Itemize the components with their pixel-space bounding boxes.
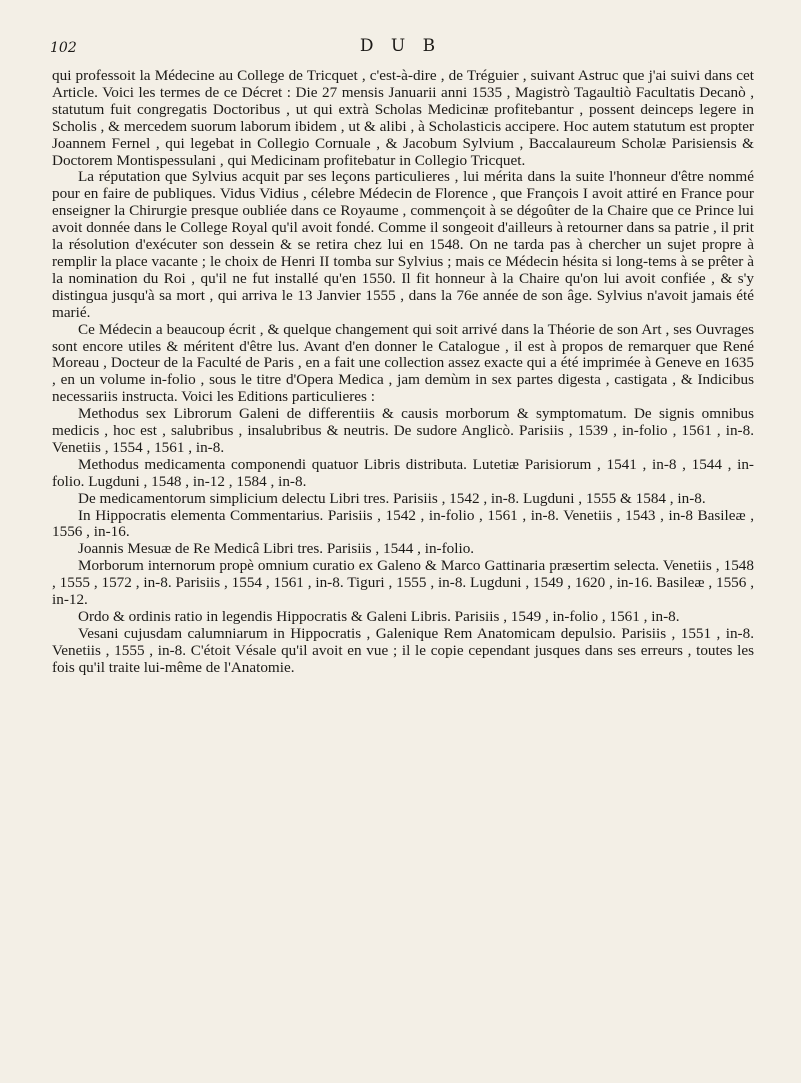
edition-entry: Ordo & ordinis ratio in legendis Hippocratis & Galeni Libris. Parisiis , 1549 , in-folio , 1561 , in-8.: [78, 608, 680, 625]
body-text: [52, 68, 754, 677]
edition-entry: De medicamentorum simplicium delectu Libri tres. Parisiis , 1542 , in-8. Lugduni , 1555 & 1584 , in-8.: [78, 489, 706, 507]
paragraph-writings: Ce Médecin a beaucoup écrit , & quelque changement qui soit arrivé dans la Théorie de son Art , ses Ouvrages sont encore utiles & méritent d'être lus. Avant d'en donner le Catalogue , il est à propos de remarquer que René Moreau , Docteur de la Faculté de Paris , en a fait une collection assez exacte qui a été imprimée à Geneve en 1635 , en un volume in-folio , sous le titre d'Opera Medica , jam demùm in sex partes digesta , castigata , & Indicibus necessariis instructa. Voici les Editions particulieres :: [52, 320, 754, 406]
paragraph-reputation: La réputation que Sylvius acquit par ses leçons particulieres , lui mérita dans la suite l'honneur d'être nommé pour en faire de publiques. Vidus Vidius , célebre Médecin de Florence , que François I avoit attiré en France pour enseigner la Chirurgie presque oubliée dans ce Royaume , commençoit à se dégoûter de la Chaire que ce Prince lui avoit donnée dans le College Royal qu'il avoit fondé. Comme il songeoit d'ailleurs à retourner dans sa patrie , il prit la résolution d'exécuter son dessein & se retira chez lui en 1548. On ne tarda pas à chercher un sujet propre à remplir la place vacante ; le choix de Henri II tomba sur Sylvius ; mais ce Médecin hésita si long-tems à se prêter à la nomination du Roi , qu'il ne fut installé qu'en 1550. Il fit honneur à la Chaire qu'on lui avoit confiée , & s'y distingua jusqu'à sa mort , qui arriva le 13 Janvier 1555 , dans la 76e année de son âge. Sylvius n'avoit jamais été marié.: [52, 168, 754, 321]
edition-entry: Vesani cujusdam calumniarum in Hippocratis , Galenique Rem Anatomicam depulsio. Parisiis , 1551 , in-8. Venetiis , 1555 , in-8. C'étoit Vésale qu'il avoit en vue ; il le copie cependant jusques dans ses erreurs , toutes les fois qu'il traite lui-même de l'Anatomie.: [52, 624, 754, 676]
edition-entry: In Hippocratis elementa Commentarius. Parisiis , 1542 , in-folio , 1561 , in-8. Venetiis , 1543 , in-8 Basileæ , 1556 , in-16.: [52, 506, 754, 541]
edition-entry: Methodus sex Librorum Galeni de differentiis & causis morborum & symptomatum. De signis omnibus medicis , hoc est , salubribus , insalubribus & neutris. De sudore Anglicò. Parisiis , 1539 , in-folio , 1561 , in-8. Venetiis , 1554 , 1561 , in-8.: [52, 405, 754, 456]
paragraph-decree: qui professoit la Médecine au College de Tricquet , c'est-à-dire , de Tréguier , suivant Astruc que j'ai suivi dans cet Article. Voici les termes de ce Décret : Die 27 mensis Januarii anni 1535 , Magistrò Tagaultiò Facultatis Decanò , statutum fuit congregatis Doctoribus , ut qui extrà Scholas Medicinæ profitebantur , possent deinceps legere in Scholis , & mercedem suorum laborum ibidem , ut & alibi , à Scholasticis accipere. Hoc autem statutum est propter Joannem Fernel , qui legebat in Collegio Cornuale , & Jacobum Sylvium , Baccalaureum Scholæ Parisiensis & Doctorem Montispessulani , qui Medicinam profitebatur in Collegio Tricquet.: [52, 67, 754, 169]
edition-entry: Methodus medicamenta componendi quatuor Libris distributa. Lutetiæ Parisiorum , 1541 , in-8 , 1544 , in-folio. Lugduni , 1548 , in-12 , 1584 , in-8.: [52, 455, 754, 490]
running-head: D U B: [359, 36, 442, 56]
page-number: 102: [50, 40, 77, 56]
edition-entry: Morborum internorum propè omnium curatio ex Galeno & Marco Gattinaria præsertim selecta. Venetiis , 1548 , 1555 , 1572 , in-8. Parisiis , 1554 , 1561 , in-8. Tiguri , 1555 , in-8. Lugduni , 1549 , 1620 , in-16. Basileæ , 1556 , in-12.: [52, 557, 754, 609]
edition-entry: Joannis Mesuæ de Re Medicâ Libri tres. Parisiis , 1544 , in-folio.: [78, 540, 475, 558]
page-header: [0, 34, 801, 64]
